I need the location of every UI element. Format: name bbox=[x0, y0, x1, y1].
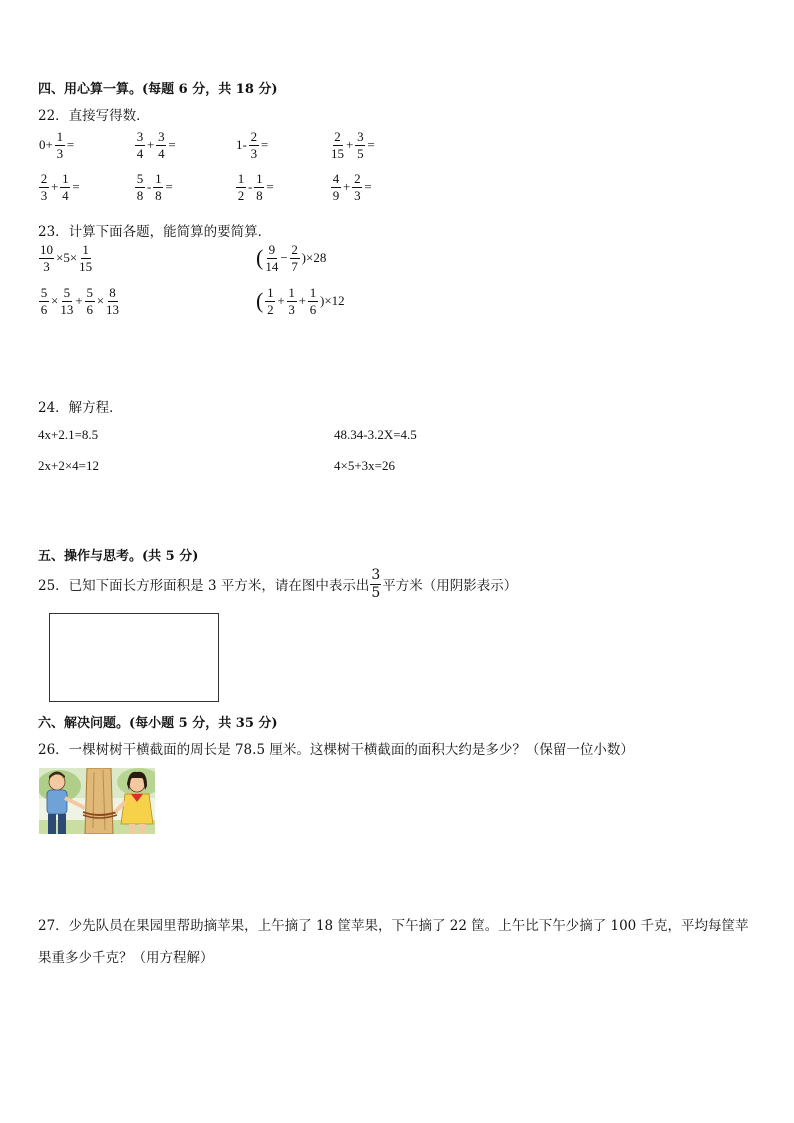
mental-math-item-1 bbox=[38, 130, 75, 160]
expression-4 bbox=[255, 286, 346, 316]
fraction bbox=[308, 286, 318, 316]
fraction bbox=[60, 286, 73, 316]
fraction bbox=[79, 243, 92, 273]
equals-sign: = bbox=[364, 179, 372, 195]
equation-1: 4x+2.1=8.5 bbox=[38, 427, 99, 442]
numerator: 1 bbox=[62, 171, 69, 186]
numerator: 5 bbox=[136, 171, 144, 186]
equals-sign: = bbox=[266, 179, 274, 195]
fraction bbox=[135, 172, 145, 202]
numerator: 9 bbox=[268, 242, 276, 257]
section-6-title: 六、解决问题。(每小题 5 分，共 35 分) bbox=[38, 716, 278, 731]
denominator: 6 bbox=[86, 301, 93, 317]
denominator: 3 bbox=[40, 187, 48, 203]
numerator: 3 bbox=[158, 129, 165, 144]
numerator: 10 bbox=[40, 242, 53, 257]
prefix: 0+ bbox=[39, 137, 53, 153]
question-25 bbox=[38, 568, 517, 600]
numerator: 1 bbox=[309, 285, 317, 300]
equation-2: 48.34-3.2X=4.5 bbox=[334, 427, 417, 442]
fraction bbox=[249, 130, 259, 160]
numerator: 4 bbox=[332, 171, 340, 186]
mental-math-item-4 bbox=[330, 130, 376, 160]
operator: + bbox=[343, 179, 351, 195]
numerator: 1 bbox=[155, 171, 162, 186]
denominator: 13 bbox=[60, 301, 74, 317]
equals-sign: = bbox=[168, 137, 176, 153]
section-4-title: 四、用心算一算。(每题 6 分，共 18 分) bbox=[38, 82, 278, 97]
denominator: 3 bbox=[250, 145, 258, 161]
equals-sign: = bbox=[367, 137, 375, 153]
numerator: 3 bbox=[357, 129, 364, 144]
fraction bbox=[236, 172, 246, 202]
operator: + bbox=[51, 179, 59, 195]
numerator: 2 bbox=[354, 171, 361, 186]
equals-sign: = bbox=[260, 137, 269, 153]
open-paren: ( bbox=[256, 288, 264, 314]
close-paren: )×12 bbox=[320, 293, 345, 309]
question-25-fraction: $\frac{3}{5}$ bbox=[371, 567, 381, 601]
numerator: 2 bbox=[40, 171, 48, 186]
mental-math-item-7 bbox=[235, 172, 275, 202]
fraction bbox=[331, 172, 341, 202]
question-22-label: 22．直接写得数． bbox=[38, 108, 150, 124]
denominator: 2 bbox=[267, 301, 274, 317]
denominator: 8 bbox=[256, 187, 263, 203]
denominator: 8 bbox=[136, 187, 144, 203]
denominator: 14 bbox=[265, 258, 279, 274]
denominator: 4 bbox=[62, 187, 69, 203]
equals-sign: = bbox=[165, 179, 173, 195]
prefix: 1- bbox=[236, 137, 247, 153]
fraction bbox=[355, 130, 365, 160]
mental-math-item-5 bbox=[38, 172, 81, 202]
denominator: 6 bbox=[309, 301, 317, 317]
fraction bbox=[60, 172, 70, 202]
numerator: 5 bbox=[40, 285, 48, 300]
close-paren: )×28 bbox=[301, 250, 327, 266]
fraction bbox=[265, 286, 275, 316]
expression-3 bbox=[38, 286, 120, 316]
numerator: 1 bbox=[237, 171, 245, 186]
fraction bbox=[106, 286, 119, 316]
denominator: 5 bbox=[357, 145, 364, 161]
mental-math-item-2 bbox=[134, 130, 177, 160]
fraction bbox=[352, 172, 362, 202]
numerator: 2 bbox=[291, 242, 298, 257]
equation-3: 2x+2×4=12 bbox=[38, 458, 99, 473]
question-27-line-2: 果重多少千克？（用方程解） bbox=[38, 950, 214, 966]
operator: × bbox=[51, 293, 59, 309]
denominator: 3 bbox=[354, 187, 361, 203]
question-26: 26．一棵树树干横截面的周长是 78.5 厘米。这棵树干横截面的面积大约是多少？（保留一位小数） bbox=[38, 742, 634, 758]
question-27-line-1: 27．少先队员在果园里帮助摘苹果，上午摘了 18 筐苹果，下午摘了 22 筐。上午比下午少摘了 100 千克，平均每筐苹 bbox=[38, 918, 749, 934]
numerator: 2 bbox=[334, 129, 341, 144]
operator: − bbox=[280, 250, 288, 266]
question-25-text-pre: 25．已知下面长方形面积是 3 平方米，请在图中表示出 bbox=[38, 578, 370, 595]
numerator: 8 bbox=[109, 285, 116, 300]
equals-sign: = bbox=[66, 137, 75, 153]
denominator: 13 bbox=[106, 301, 120, 317]
denominator: 4 bbox=[158, 145, 165, 161]
fraction bbox=[153, 172, 163, 202]
operator: + bbox=[75, 293, 83, 309]
fraction bbox=[156, 130, 166, 160]
denominator: 4 bbox=[136, 145, 144, 161]
numerator: 3 bbox=[136, 129, 144, 144]
operator: ×5× bbox=[56, 250, 78, 266]
denominator: 6 bbox=[40, 301, 48, 317]
operator: - bbox=[147, 179, 152, 195]
denominator: 3 bbox=[43, 258, 50, 274]
open-paren: ( bbox=[256, 245, 264, 271]
denominator: 3 bbox=[56, 145, 64, 161]
numerator: 1 bbox=[288, 285, 295, 300]
numerator: 1 bbox=[82, 242, 89, 257]
numerator: 5 bbox=[63, 285, 71, 300]
fraction bbox=[39, 243, 54, 273]
mental-math-item-8 bbox=[330, 172, 373, 202]
fraction bbox=[39, 172, 49, 202]
denominator: 8 bbox=[155, 187, 162, 203]
section-5-title: 五、操作与思考。(共 5 分) bbox=[38, 549, 199, 564]
operator: - bbox=[248, 179, 253, 195]
operator: + bbox=[298, 293, 307, 309]
numerator: 1 bbox=[256, 171, 263, 186]
operator: + bbox=[147, 137, 155, 153]
denominator: 15 bbox=[79, 258, 93, 274]
mental-math-item-6 bbox=[134, 172, 174, 202]
expression-1 bbox=[38, 243, 93, 273]
equals-sign: = bbox=[72, 179, 80, 195]
expression-2 bbox=[255, 243, 327, 273]
numerator: 1 bbox=[267, 285, 274, 300]
question-23-label: 23．计算下面各题，能简算的要简算． bbox=[38, 224, 272, 240]
fraction bbox=[265, 243, 278, 273]
question-24-label: 24．解方程． bbox=[38, 400, 123, 416]
equation-4: 4×5+3x=26 bbox=[334, 458, 395, 473]
fraction bbox=[135, 130, 145, 160]
denominator: 15 bbox=[331, 145, 344, 161]
fraction bbox=[85, 286, 95, 316]
operator: × bbox=[96, 293, 105, 309]
question-25-text-post: 平方米（用阴影表示） bbox=[382, 578, 518, 595]
fraction bbox=[39, 286, 49, 316]
fraction bbox=[331, 130, 344, 160]
fraction bbox=[55, 130, 65, 160]
denominator: 2 bbox=[237, 187, 245, 203]
operator: + bbox=[277, 293, 285, 309]
numerator: 5 bbox=[86, 285, 93, 300]
operator: + bbox=[346, 137, 354, 153]
numerator: 1 bbox=[56, 129, 64, 144]
denominator: 7 bbox=[291, 258, 298, 274]
fraction bbox=[254, 172, 264, 202]
fraction bbox=[287, 286, 297, 316]
denominator: 9 bbox=[332, 187, 340, 203]
rectangle-figure[interactable] bbox=[49, 613, 219, 702]
mental-math-item-3 bbox=[235, 130, 269, 160]
fraction bbox=[290, 243, 300, 273]
tree-measuring-illustration bbox=[39, 768, 155, 834]
numerator: 2 bbox=[250, 129, 258, 144]
denominator: 3 bbox=[288, 301, 295, 317]
